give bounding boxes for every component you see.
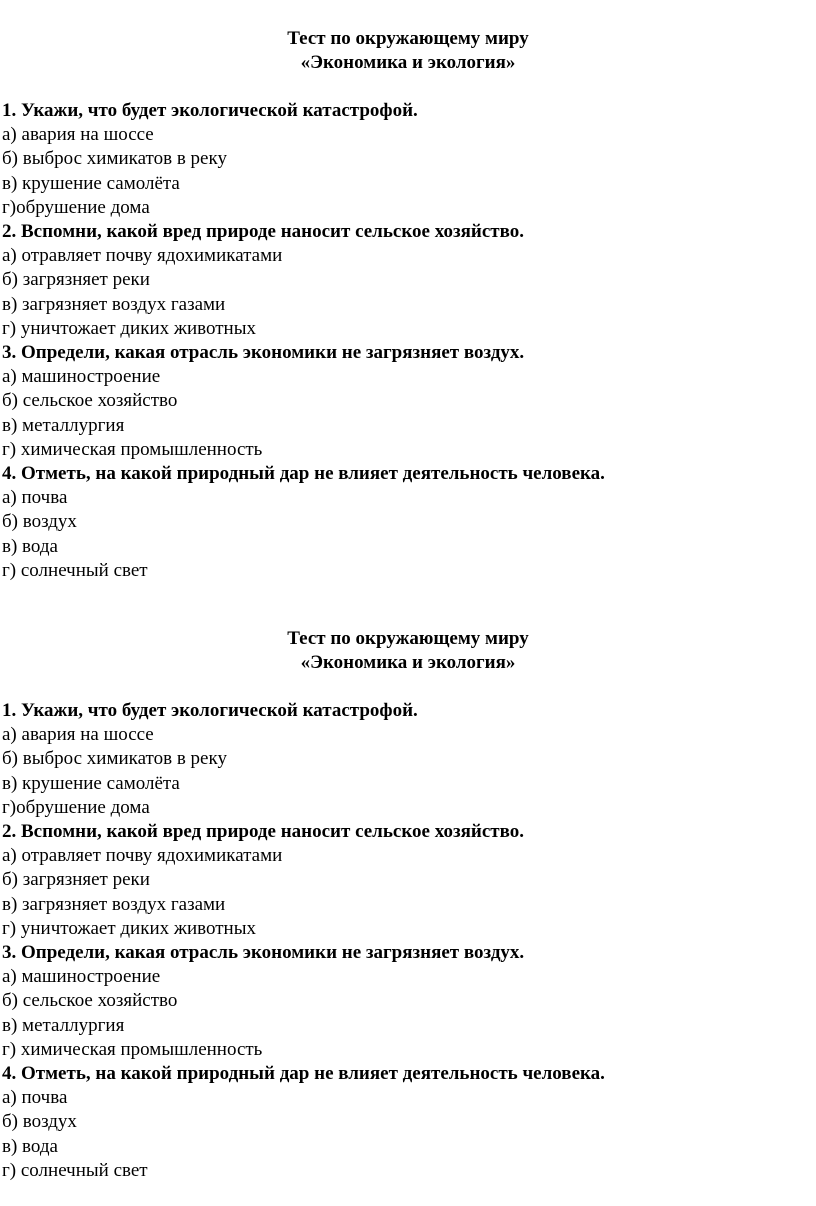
answer-option-b: б) загрязняет реки [2,869,150,891]
answer-option-g: г) уничтожает диких животных [2,917,256,939]
answer-option-g: г)обрушение дома [2,196,150,218]
question-1 [2,99,816,220]
question-text: 2. Вспомни, какой вред природе наносит сельское хозяйство. [2,221,524,243]
answer-option-v: в) загрязняет воздух газами [2,893,226,915]
test-title-line-2: «Экономика и экология» [300,652,516,673]
answer-option-g: г) уничтожает диких животных [2,317,256,339]
answer-option-b: б) выброс химикатов в реку [2,748,227,770]
answer-option-g: г)обрушение дома [2,796,150,818]
question-4 [2,1062,816,1183]
answer-option-a: а) отравляет почву ядохимикатами [2,845,283,867]
answer-option-a: а) авария на шоссе [2,724,154,746]
answer-option-b: б) воздух [2,511,77,533]
answer-option-v: в) вода [2,535,58,557]
answer-option-v: в) металлургия [2,1014,125,1036]
answer-option-v: в) загрязняет воздух газами [2,293,226,315]
test-title-line-1: Тест по окружающему миру [287,28,529,49]
answer-option-b: б) воздух [2,1111,77,1133]
answer-option-b: б) выброс химикатов в реку [2,148,227,170]
question-1 [2,699,816,820]
test-title-line-1: Тест по окружающему миру [287,628,529,649]
answer-option-a: а) почва [2,487,68,509]
answer-option-v: в) крушение самолёта [2,172,180,194]
answer-option-a: а) машиностроение [2,966,161,988]
answer-option-a: а) машиностроение [2,366,161,388]
question-text: 1. Укажи, что будет экологической катастрофой. [2,700,418,721]
question-text: 4. Отметь, на какой природный дар не влияет деятельность человека. [2,1063,605,1085]
question-list [0,99,816,583]
question-text: 2. Вспомни, какой вред природе наносит сельское хозяйство. [2,821,524,843]
question-4 [2,462,816,583]
answer-option-g: г) химическая промышленность [2,438,263,460]
question-text: 4. Отметь, на какой природный дар не влияет деятельность человека. [2,463,605,485]
answer-option-a: а) отравляет почву ядохимикатами [2,245,283,267]
answer-option-v: в) крушение самолёта [2,772,180,794]
answer-option-a: а) авария на шоссе [2,124,154,146]
question-text: 3. Определи, какая отрасль экономики не загрязняет воздух. [2,942,525,964]
answer-option-g: г) солнечный свет [2,1159,148,1181]
answer-option-b: б) загрязняет реки [2,269,150,291]
answer-option-a: а) почва [2,1087,68,1109]
answer-option-g: г) солнечный свет [2,559,148,581]
question-text: 1. Укажи, что будет экологической катастрофой. [2,100,418,121]
question-3 [2,341,816,462]
answer-option-v: в) металлургия [2,414,125,436]
question-list [0,699,816,1183]
test-title-line-2: «Экономика и экология» [300,52,516,73]
answer-option-b: б) сельское хозяйство [2,390,178,412]
question-2 [2,820,816,941]
answer-option-g: г) химическая промышленность [2,1038,263,1060]
answer-option-b: б) сельское хозяйство [2,990,178,1012]
answer-option-v: в) вода [2,1135,58,1157]
test-copy-2 [0,627,816,1183]
question-3 [2,941,816,1062]
test-copy-1 [0,27,816,583]
question-2 [2,220,816,341]
question-text: 3. Определи, какая отрасль экономики не загрязняет воздух. [2,342,525,364]
